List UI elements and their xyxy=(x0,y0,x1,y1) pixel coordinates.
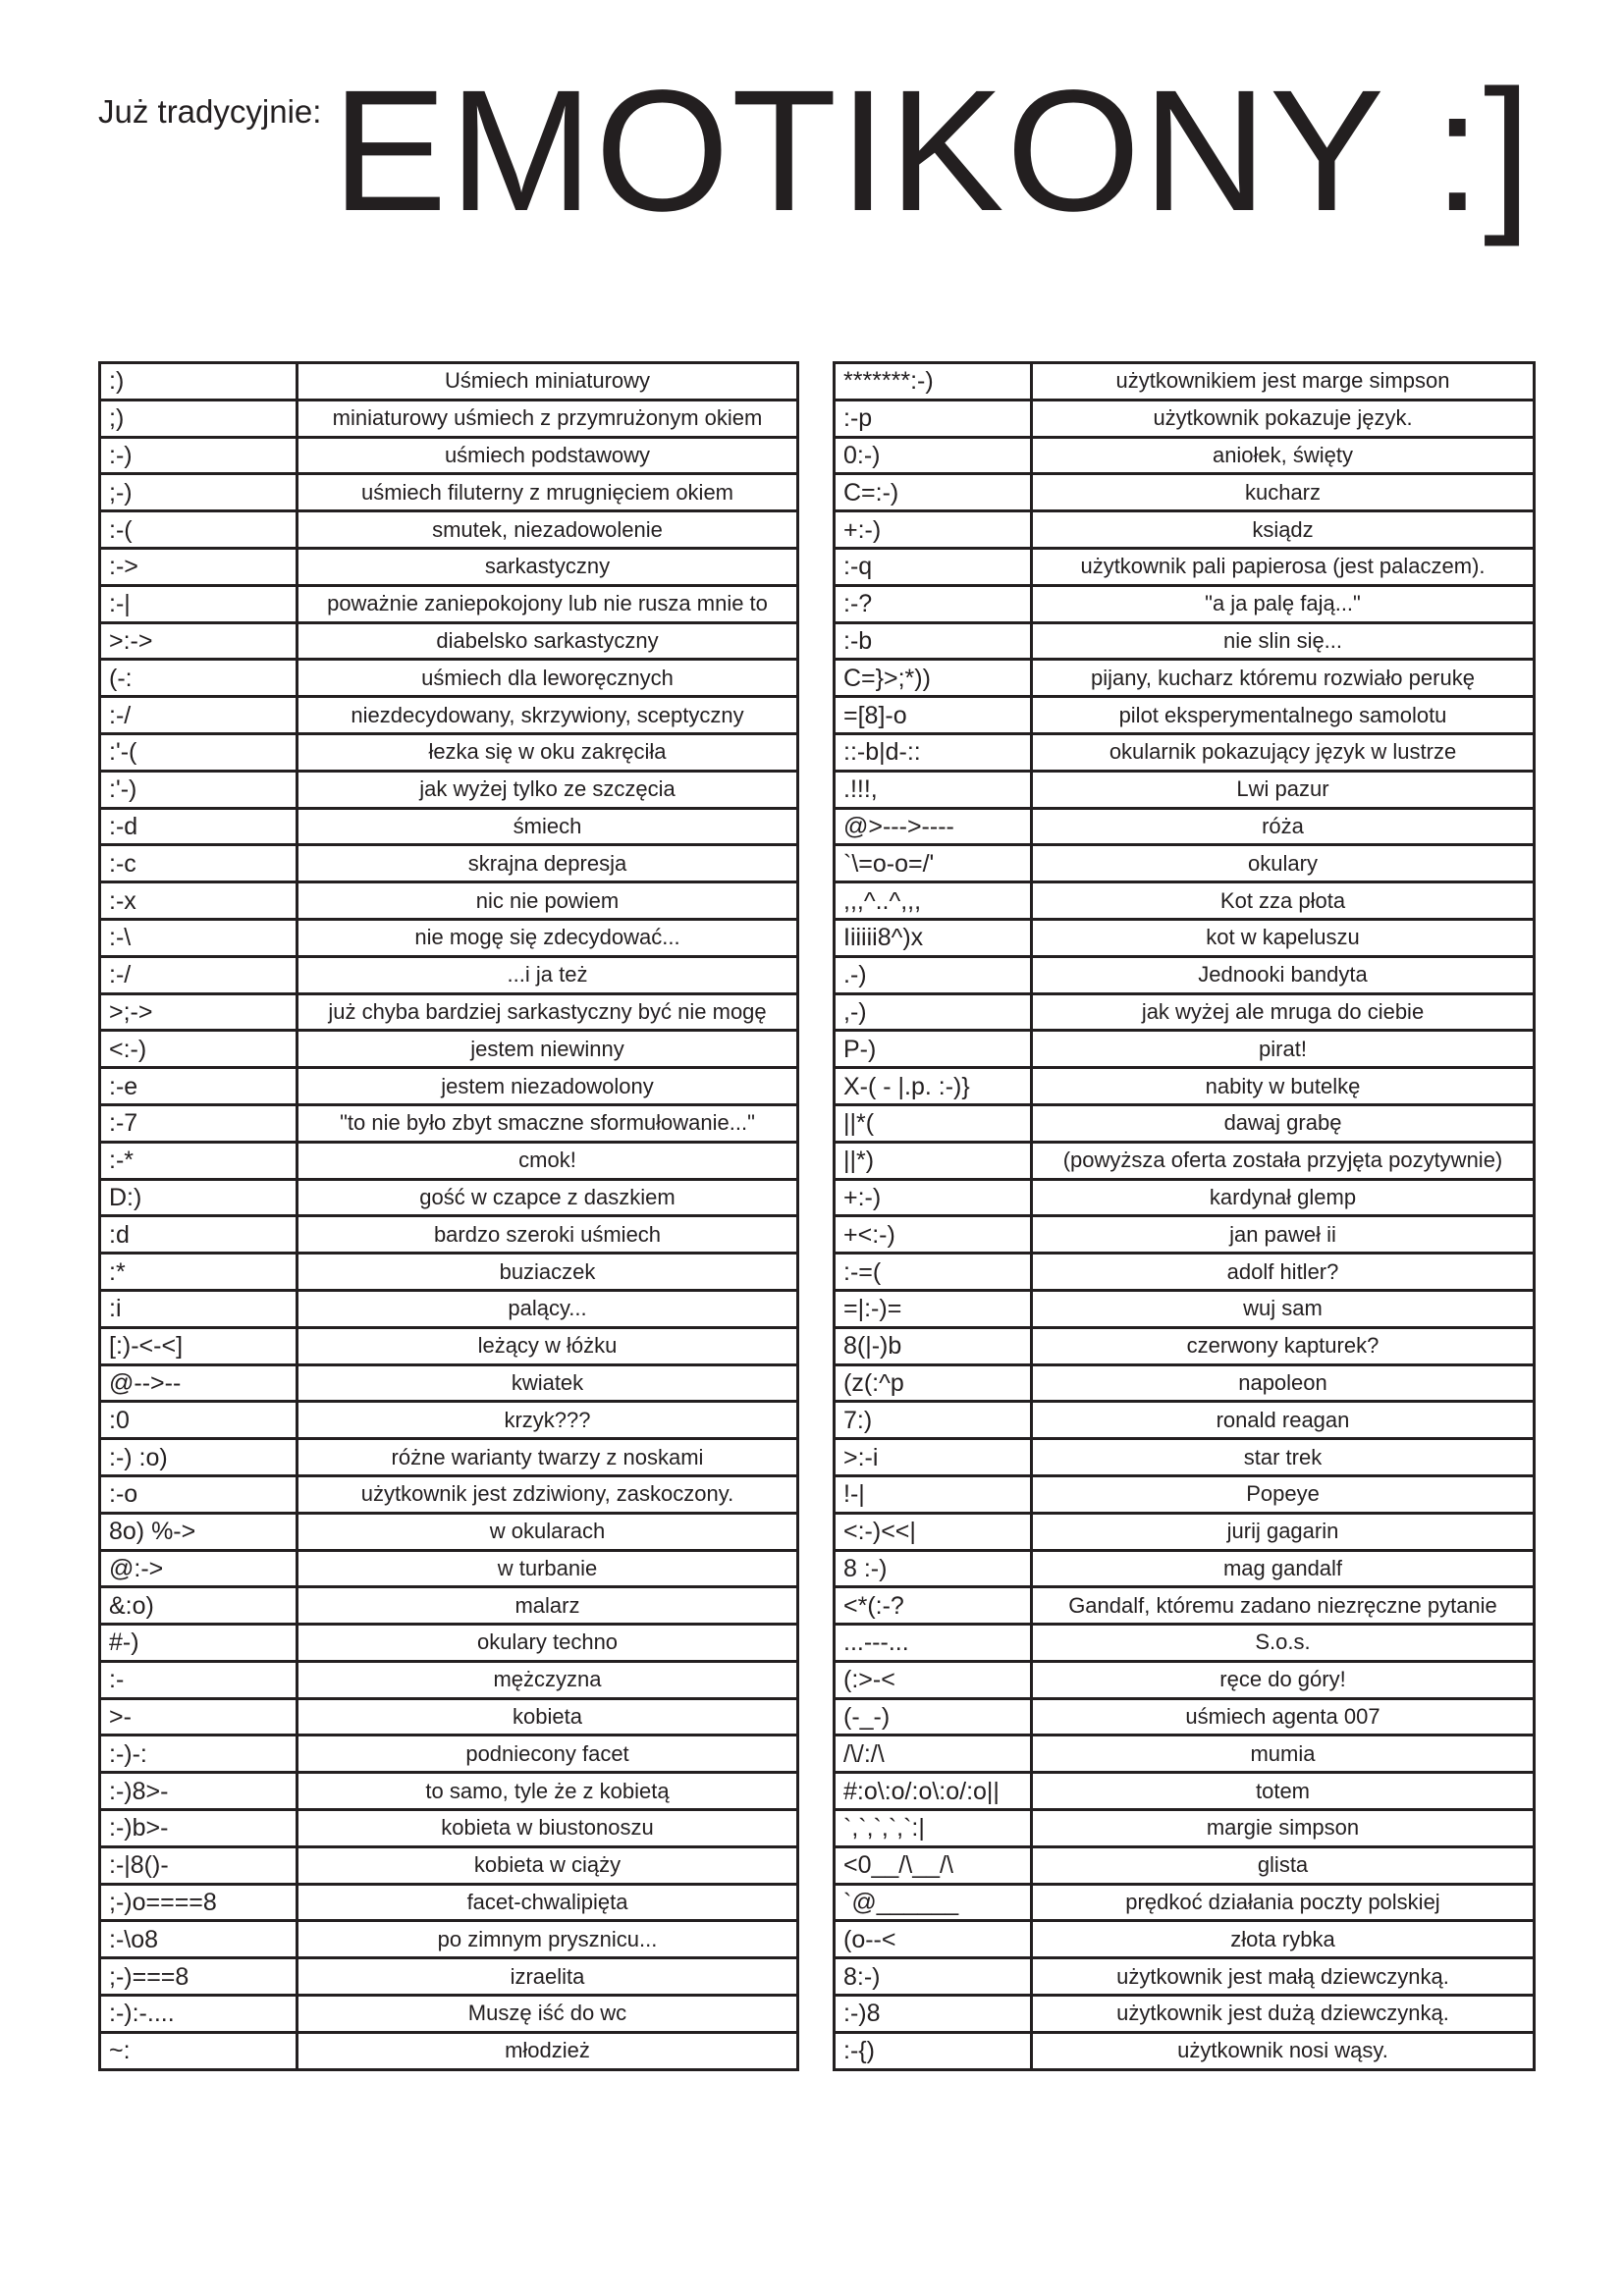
table-row xyxy=(835,400,1535,437)
table-row xyxy=(835,474,1535,511)
table-row xyxy=(835,1031,1535,1068)
emoticon-description: Gandalf, któremu zadano niezręczne pytanie xyxy=(1032,1587,1535,1625)
emoticon-description: róża xyxy=(1032,808,1535,845)
emoticon-description: krzyk??? xyxy=(298,1402,798,1439)
emoticon-code: .-) xyxy=(835,956,1032,993)
emoticon-description: miniaturowy uśmiech z przymrużonym okiem xyxy=(298,400,798,437)
emoticon-code: ||*) xyxy=(835,1142,1032,1179)
emoticon-description: ...i ja też xyxy=(298,956,798,993)
emoticon-description: pirat! xyxy=(1032,1031,1535,1068)
emoticon-code: X-( - |.p. :-)} xyxy=(835,1068,1032,1105)
emoticon-code: +:-) xyxy=(835,1179,1032,1216)
table-row xyxy=(835,1104,1535,1142)
emoticon-code: :-|8()- xyxy=(100,1846,298,1884)
table-row xyxy=(835,1625,1535,1662)
emoticon-code: <0__/\__/\ xyxy=(835,1846,1032,1884)
emoticon-description: Jednooki bandyta xyxy=(1032,956,1535,993)
emoticon-code: :'-( xyxy=(100,733,298,771)
table-row xyxy=(100,1884,798,1921)
emoticon-code: ,-) xyxy=(835,993,1032,1031)
table-row xyxy=(835,1921,1535,1958)
emoticon-code: :* xyxy=(100,1254,298,1291)
table-row xyxy=(100,1290,798,1327)
emoticon-description: prędkoć działania poczty polskiej xyxy=(1032,1884,1535,1921)
emoticon-description: pilot eksperymentalnego samolotu xyxy=(1032,697,1535,734)
emoticon-code: ,,,^..^,,, xyxy=(835,882,1032,920)
table-row xyxy=(100,400,798,437)
emoticon-description: kobieta w ciąży xyxy=(298,1846,798,1884)
emoticon-description: napoleon xyxy=(1032,1364,1535,1402)
emoticon-description: glista xyxy=(1032,1846,1535,1884)
emoticon-table-left xyxy=(98,361,799,2071)
table-row xyxy=(100,1402,798,1439)
emoticon-description: facet-chwalipięta xyxy=(298,1884,798,1921)
emoticon-description: okularnik pokazujący język w lustrze xyxy=(1032,733,1535,771)
emoticon-description: uśmiech agenta 007 xyxy=(1032,1698,1535,1735)
emoticon-description: łezka się w oku zakręciła xyxy=(298,733,798,771)
emoticon-description: bardzo szeroki uśmiech xyxy=(298,1216,798,1254)
emoticon-description: złota rybka xyxy=(1032,1921,1535,1958)
table-row xyxy=(835,771,1535,808)
table-row xyxy=(835,956,1535,993)
table-row xyxy=(100,1031,798,1068)
emoticon-code: 0:-) xyxy=(835,437,1032,474)
table-row xyxy=(100,1698,798,1735)
emoticon-code: =|:-)= xyxy=(835,1290,1032,1327)
emoticon-description: różne warianty twarzy z noskami xyxy=(298,1439,798,1476)
table-row xyxy=(835,993,1535,1031)
emoticon-description: użytkownikiem jest marge simpson xyxy=(1032,363,1535,400)
table-row xyxy=(835,1958,1535,1996)
emoticon-code: :-)8 xyxy=(835,1996,1032,2033)
emoticon-description: palący... xyxy=(298,1290,798,1327)
emoticon-description: aniołek, święty xyxy=(1032,437,1535,474)
emoticon-code: :-) xyxy=(100,437,298,474)
emoticon-description: poważnie zaniepokojony lub nie rusza mnie to xyxy=(298,585,798,622)
emoticon-code: ...---... xyxy=(835,1625,1032,1662)
emoticon-description: śmiech xyxy=(298,808,798,845)
emoticon-code: @>--->---- xyxy=(835,808,1032,845)
table-row xyxy=(100,993,798,1031)
emoticon-description: podniecony facet xyxy=(298,1735,798,1773)
emoticon-description: kwiatek xyxy=(298,1364,798,1402)
table-row xyxy=(100,511,798,549)
table-row xyxy=(835,1996,1535,2033)
table-row xyxy=(100,1773,798,1810)
table-row xyxy=(100,1810,798,1847)
emoticon-description: sarkastyczny xyxy=(298,548,798,585)
emoticon-description: uśmiech podstawowy xyxy=(298,437,798,474)
table-row xyxy=(100,697,798,734)
emoticon-description: jan paweł ii xyxy=(1032,1216,1535,1254)
emoticon-code: =[8]-o xyxy=(835,697,1032,734)
emoticon-description: młodzież xyxy=(298,2032,798,2069)
emoticon-description: kardynał glemp xyxy=(1032,1179,1535,1216)
emoticon-code: :0 xyxy=(100,1402,298,1439)
table-row xyxy=(100,1735,798,1773)
emoticon-code: :-* xyxy=(100,1142,298,1179)
emoticon-code: `,`,`,`,`:| xyxy=(835,1810,1032,1847)
emoticon-code: >;-> xyxy=(100,993,298,1031)
table-row xyxy=(100,1550,798,1587)
table-row xyxy=(835,2032,1535,2069)
emoticon-code: :-| xyxy=(100,585,298,622)
emoticon-code: :-\o8 xyxy=(100,1921,298,1958)
emoticon-description: to samo, tyle że z kobietą xyxy=(298,1773,798,1810)
emoticon-code: ;-)===8 xyxy=(100,1958,298,1996)
emoticon-code: <:-) xyxy=(100,1031,298,1068)
emoticon-code: ||*( xyxy=(835,1104,1032,1142)
table-row xyxy=(100,363,798,400)
table-row xyxy=(100,1068,798,1105)
emoticon-code: :-p xyxy=(835,400,1032,437)
table-row xyxy=(100,660,798,697)
emoticon-code: (o--< xyxy=(835,1921,1032,1958)
emoticon-code: :-b xyxy=(835,622,1032,660)
emoticon-code: 8:-) xyxy=(835,1958,1032,1996)
emoticon-code: (z(:^p xyxy=(835,1364,1032,1402)
table-row xyxy=(100,845,798,882)
emoticon-code: :-e xyxy=(100,1068,298,1105)
emoticon-description: użytkownik jest małą dziewczynką. xyxy=(1032,1958,1535,1996)
emoticon-description: kobieta w biustonoszu xyxy=(298,1810,798,1847)
emoticon-code: *******:-) xyxy=(835,363,1032,400)
emoticon-description: niezdecydowany, skrzywiony, sceptyczny xyxy=(298,697,798,734)
emoticon-code: Iiiiii8^)x xyxy=(835,919,1032,956)
table-row xyxy=(100,882,798,920)
table-row xyxy=(100,733,798,771)
emoticon-code: :i xyxy=(100,1290,298,1327)
emoticon-code: :-( xyxy=(100,511,298,549)
emoticon-code: :-)-: xyxy=(100,1735,298,1773)
table-row xyxy=(835,845,1535,882)
emoticon-code: D:) xyxy=(100,1179,298,1216)
table-row xyxy=(100,1921,798,1958)
table-row xyxy=(100,585,798,622)
table-row xyxy=(100,1587,798,1625)
emoticon-description: Muszę iść do wc xyxy=(298,1996,798,2033)
emoticon-description: ronald reagan xyxy=(1032,1402,1535,1439)
table-row xyxy=(835,882,1535,920)
emoticon-code: :-/ xyxy=(100,697,298,734)
emoticon-description: już chyba bardziej sarkastyczny być nie mogę xyxy=(298,993,798,1031)
emoticon-description: buziaczek xyxy=(298,1254,798,1291)
table-row xyxy=(835,622,1535,660)
table-row xyxy=(835,1773,1535,1810)
table-row xyxy=(100,1996,798,2033)
emoticon-code: :-q xyxy=(835,548,1032,585)
table-row xyxy=(100,1104,798,1142)
emoticon-description: gość w czapce z daszkiem xyxy=(298,1179,798,1216)
emoticon-description: (powyższa oferta została przyjęta pozytywnie) xyxy=(1032,1142,1535,1179)
table-row xyxy=(835,363,1535,400)
emoticon-description: użytkownik nosi wąsy. xyxy=(1032,2032,1535,2069)
table-row xyxy=(835,1810,1535,1847)
emoticon-code: @:-> xyxy=(100,1550,298,1587)
emoticon-code: :-> xyxy=(100,548,298,585)
emoticon-description: kobieta xyxy=(298,1698,798,1735)
emoticon-description: nie mogę się zdecydować... xyxy=(298,919,798,956)
emoticon-code: <:-)<<| xyxy=(835,1513,1032,1550)
table-row xyxy=(100,1846,798,1884)
emoticon-description: użytkownik pali papierosa (jest palaczem). xyxy=(1032,548,1535,585)
emoticon-description: Uśmiech miniaturowy xyxy=(298,363,798,400)
table-row xyxy=(100,548,798,585)
emoticon-code: <*(:-? xyxy=(835,1587,1032,1625)
table-row xyxy=(835,548,1535,585)
emoticon-description: skrajna depresja xyxy=(298,845,798,882)
table-row xyxy=(835,1327,1535,1364)
table-row xyxy=(835,1068,1535,1105)
emoticon-code: :-\ xyxy=(100,919,298,956)
emoticon-description: jurij gagarin xyxy=(1032,1513,1535,1550)
table-row xyxy=(835,1254,1535,1291)
table-row xyxy=(100,1179,798,1216)
table-row xyxy=(100,1142,798,1179)
emoticon-description: ksiądz xyxy=(1032,511,1535,549)
table-row xyxy=(835,1735,1535,1773)
emoticon-description: jestem niezadowolony xyxy=(298,1068,798,1105)
emoticon-code: :d xyxy=(100,1216,298,1254)
emoticon-description: totem xyxy=(1032,1773,1535,1810)
emoticon-code: &:o) xyxy=(100,1587,298,1625)
table-row xyxy=(835,1439,1535,1476)
emoticon-code: ;-) xyxy=(100,474,298,511)
emoticon-code: .!!!, xyxy=(835,771,1032,808)
emoticon-code: !-| xyxy=(835,1475,1032,1513)
table-row xyxy=(100,1625,798,1662)
table-row xyxy=(835,660,1535,697)
emoticon-code: #:o\:o/:o\:o/:o|| xyxy=(835,1773,1032,1810)
emoticon-description: nabity w butelkę xyxy=(1032,1068,1535,1105)
table-row xyxy=(835,1661,1535,1698)
emoticon-description: użytkownik jest zdziwiony, zaskoczony. xyxy=(298,1475,798,1513)
table-row xyxy=(835,1402,1535,1439)
emoticon-code: :-/ xyxy=(100,956,298,993)
emoticon-description: czerwony kapturek? xyxy=(1032,1327,1535,1364)
emoticon-description: smutek, niezadowolenie xyxy=(298,511,798,549)
table-row xyxy=(100,1327,798,1364)
emoticon-code: 8o) %-> xyxy=(100,1513,298,1550)
emoticon-description: kot w kapeluszu xyxy=(1032,919,1535,956)
emoticon-code: +:-) xyxy=(835,511,1032,549)
emoticon-code: :-x xyxy=(100,882,298,920)
table-row xyxy=(835,1698,1535,1735)
table-row xyxy=(835,1587,1535,1625)
emoticon-code: >:-i xyxy=(835,1439,1032,1476)
table-row xyxy=(835,585,1535,622)
emoticon-description: star trek xyxy=(1032,1439,1535,1476)
table-row xyxy=(100,1216,798,1254)
table-row xyxy=(835,1142,1535,1179)
emoticon-code: `\=o-o=/' xyxy=(835,845,1032,882)
emoticon-description: pijany, kucharz któremu rozwiało perukę xyxy=(1032,660,1535,697)
emoticon-code: :) xyxy=(100,363,298,400)
emoticon-description: nie slin się... xyxy=(1032,622,1535,660)
emoticon-code: 8 :-) xyxy=(835,1550,1032,1587)
emoticon-code: ::-b|d-:: xyxy=(835,733,1032,771)
table-row xyxy=(835,1179,1535,1216)
emoticon-code: :'-) xyxy=(100,771,298,808)
emoticon-code: (:>-< xyxy=(835,1661,1032,1698)
table-row xyxy=(835,437,1535,474)
table-row xyxy=(835,1290,1535,1327)
table-row xyxy=(100,1439,798,1476)
table-row xyxy=(835,919,1535,956)
emoticon-table-right xyxy=(833,361,1536,2071)
emoticon-code: :-d xyxy=(100,808,298,845)
emoticon-description: malarz xyxy=(298,1587,798,1625)
emoticon-description: "to nie było zbyt smaczne sformułowanie..." xyxy=(298,1104,798,1142)
emoticon-code: :-=( xyxy=(835,1254,1032,1291)
table-row xyxy=(835,1216,1535,1254)
emoticon-description: w okularach xyxy=(298,1513,798,1550)
table-row xyxy=(835,1550,1535,1587)
emoticon-description: margie simpson xyxy=(1032,1810,1535,1847)
emoticon-code: #-) xyxy=(100,1625,298,1662)
emoticon-description: dawaj grabę xyxy=(1032,1104,1535,1142)
emoticon-code: >:-> xyxy=(100,622,298,660)
emoticon-description: w turbanie xyxy=(298,1550,798,1587)
emoticon-code: C=}>;*)) xyxy=(835,660,1032,697)
emoticon-description: adolf hitler? xyxy=(1032,1254,1535,1291)
emoticon-code: @-->-- xyxy=(100,1364,298,1402)
emoticon-code: (-_-) xyxy=(835,1698,1032,1735)
emoticon-description: jak wyżej tylko ze szczęcia xyxy=(298,771,798,808)
table-row xyxy=(100,1958,798,1996)
table-row xyxy=(100,437,798,474)
emoticon-code: C=:-) xyxy=(835,474,1032,511)
table-row xyxy=(835,1846,1535,1884)
emoticon-description: jestem niewinny xyxy=(298,1031,798,1068)
emoticon-code: 7:) xyxy=(835,1402,1032,1439)
page-title: EMOTIKONY :] xyxy=(332,55,1534,247)
emoticon-description: okulary techno xyxy=(298,1625,798,1662)
emoticon-description: "a ja palę fają..." xyxy=(1032,585,1535,622)
emoticon-code: :-o xyxy=(100,1475,298,1513)
table-row xyxy=(100,1513,798,1550)
emoticon-description: leżący w łóżku xyxy=(298,1327,798,1364)
emoticon-code: [:)-<-<] xyxy=(100,1327,298,1364)
emoticon-code: :-? xyxy=(835,585,1032,622)
table-row xyxy=(100,956,798,993)
table-row xyxy=(835,808,1535,845)
subtitle-prefix: Już tradycyjnie: xyxy=(98,93,322,130)
table-row xyxy=(100,1661,798,1698)
emoticon-description: jak wyżej ale mruga do ciebie xyxy=(1032,993,1535,1031)
emoticon-description: uśmiech dla leworęcznych xyxy=(298,660,798,697)
emoticon-description: Lwi pazur xyxy=(1032,771,1535,808)
emoticon-description: mag gandalf xyxy=(1032,1550,1535,1587)
emoticon-code: +<:-) xyxy=(835,1216,1032,1254)
table-row xyxy=(100,919,798,956)
emoticon-description: nic nie powiem xyxy=(298,882,798,920)
table-row xyxy=(835,1364,1535,1402)
table-row xyxy=(100,1364,798,1402)
emoticon-description: mężczyzna xyxy=(298,1661,798,1698)
emoticon-code: :-7 xyxy=(100,1104,298,1142)
emoticon-description: S.o.s. xyxy=(1032,1625,1535,1662)
emoticon-code: :-) :o) xyxy=(100,1439,298,1476)
emoticon-description: użytkownik jest dużą dziewczynką. xyxy=(1032,1996,1535,2033)
emoticon-code: ;-)o====8 xyxy=(100,1884,298,1921)
emoticon-code: :-c xyxy=(100,845,298,882)
table-row xyxy=(835,511,1535,549)
table-row xyxy=(100,808,798,845)
emoticon-description: ręce do góry! xyxy=(1032,1661,1535,1698)
emoticon-description: kucharz xyxy=(1032,474,1535,511)
emoticon-code: :-)b>- xyxy=(100,1810,298,1847)
emoticon-code: /\/:/\ xyxy=(835,1735,1032,1773)
table-row xyxy=(835,1513,1535,1550)
emoticon-description: użytkownik pokazuje język. xyxy=(1032,400,1535,437)
emoticon-code: `@______ xyxy=(835,1884,1032,1921)
emoticon-description: po zimnym prysznicu... xyxy=(298,1921,798,1958)
emoticon-description: mumia xyxy=(1032,1735,1535,1773)
table-row xyxy=(100,474,798,511)
emoticon-description: cmok! xyxy=(298,1142,798,1179)
emoticon-code: 8(|-)b xyxy=(835,1327,1032,1364)
emoticon-description: Popeye xyxy=(1032,1475,1535,1513)
table-row xyxy=(100,2032,798,2069)
emoticon-description: okulary xyxy=(1032,845,1535,882)
table-row xyxy=(100,1475,798,1513)
emoticon-code: ;) xyxy=(100,400,298,437)
emoticon-code: P-) xyxy=(835,1031,1032,1068)
emoticon-code: :-):-.... xyxy=(100,1996,298,2033)
emoticon-code: ~: xyxy=(100,2032,298,2069)
emoticon-code: >- xyxy=(100,1698,298,1735)
emoticon-description: Kot zza płota xyxy=(1032,882,1535,920)
table-row xyxy=(100,1254,798,1291)
emoticon-description: uśmiech filuterny z mrugnięciem okiem xyxy=(298,474,798,511)
emoticon-code: :- xyxy=(100,1661,298,1698)
table-row xyxy=(835,697,1535,734)
emoticon-code: :-{) xyxy=(835,2032,1032,2069)
table-row xyxy=(100,771,798,808)
table-row xyxy=(100,622,798,660)
table-row xyxy=(835,1884,1535,1921)
emoticon-code: (-: xyxy=(100,660,298,697)
table-row xyxy=(835,1475,1535,1513)
table-row xyxy=(835,733,1535,771)
emoticon-description: wuj sam xyxy=(1032,1290,1535,1327)
emoticon-code: :-)8>- xyxy=(100,1773,298,1810)
emoticon-description: izraelita xyxy=(298,1958,798,1996)
emoticon-description: diabelsko sarkastyczny xyxy=(298,622,798,660)
